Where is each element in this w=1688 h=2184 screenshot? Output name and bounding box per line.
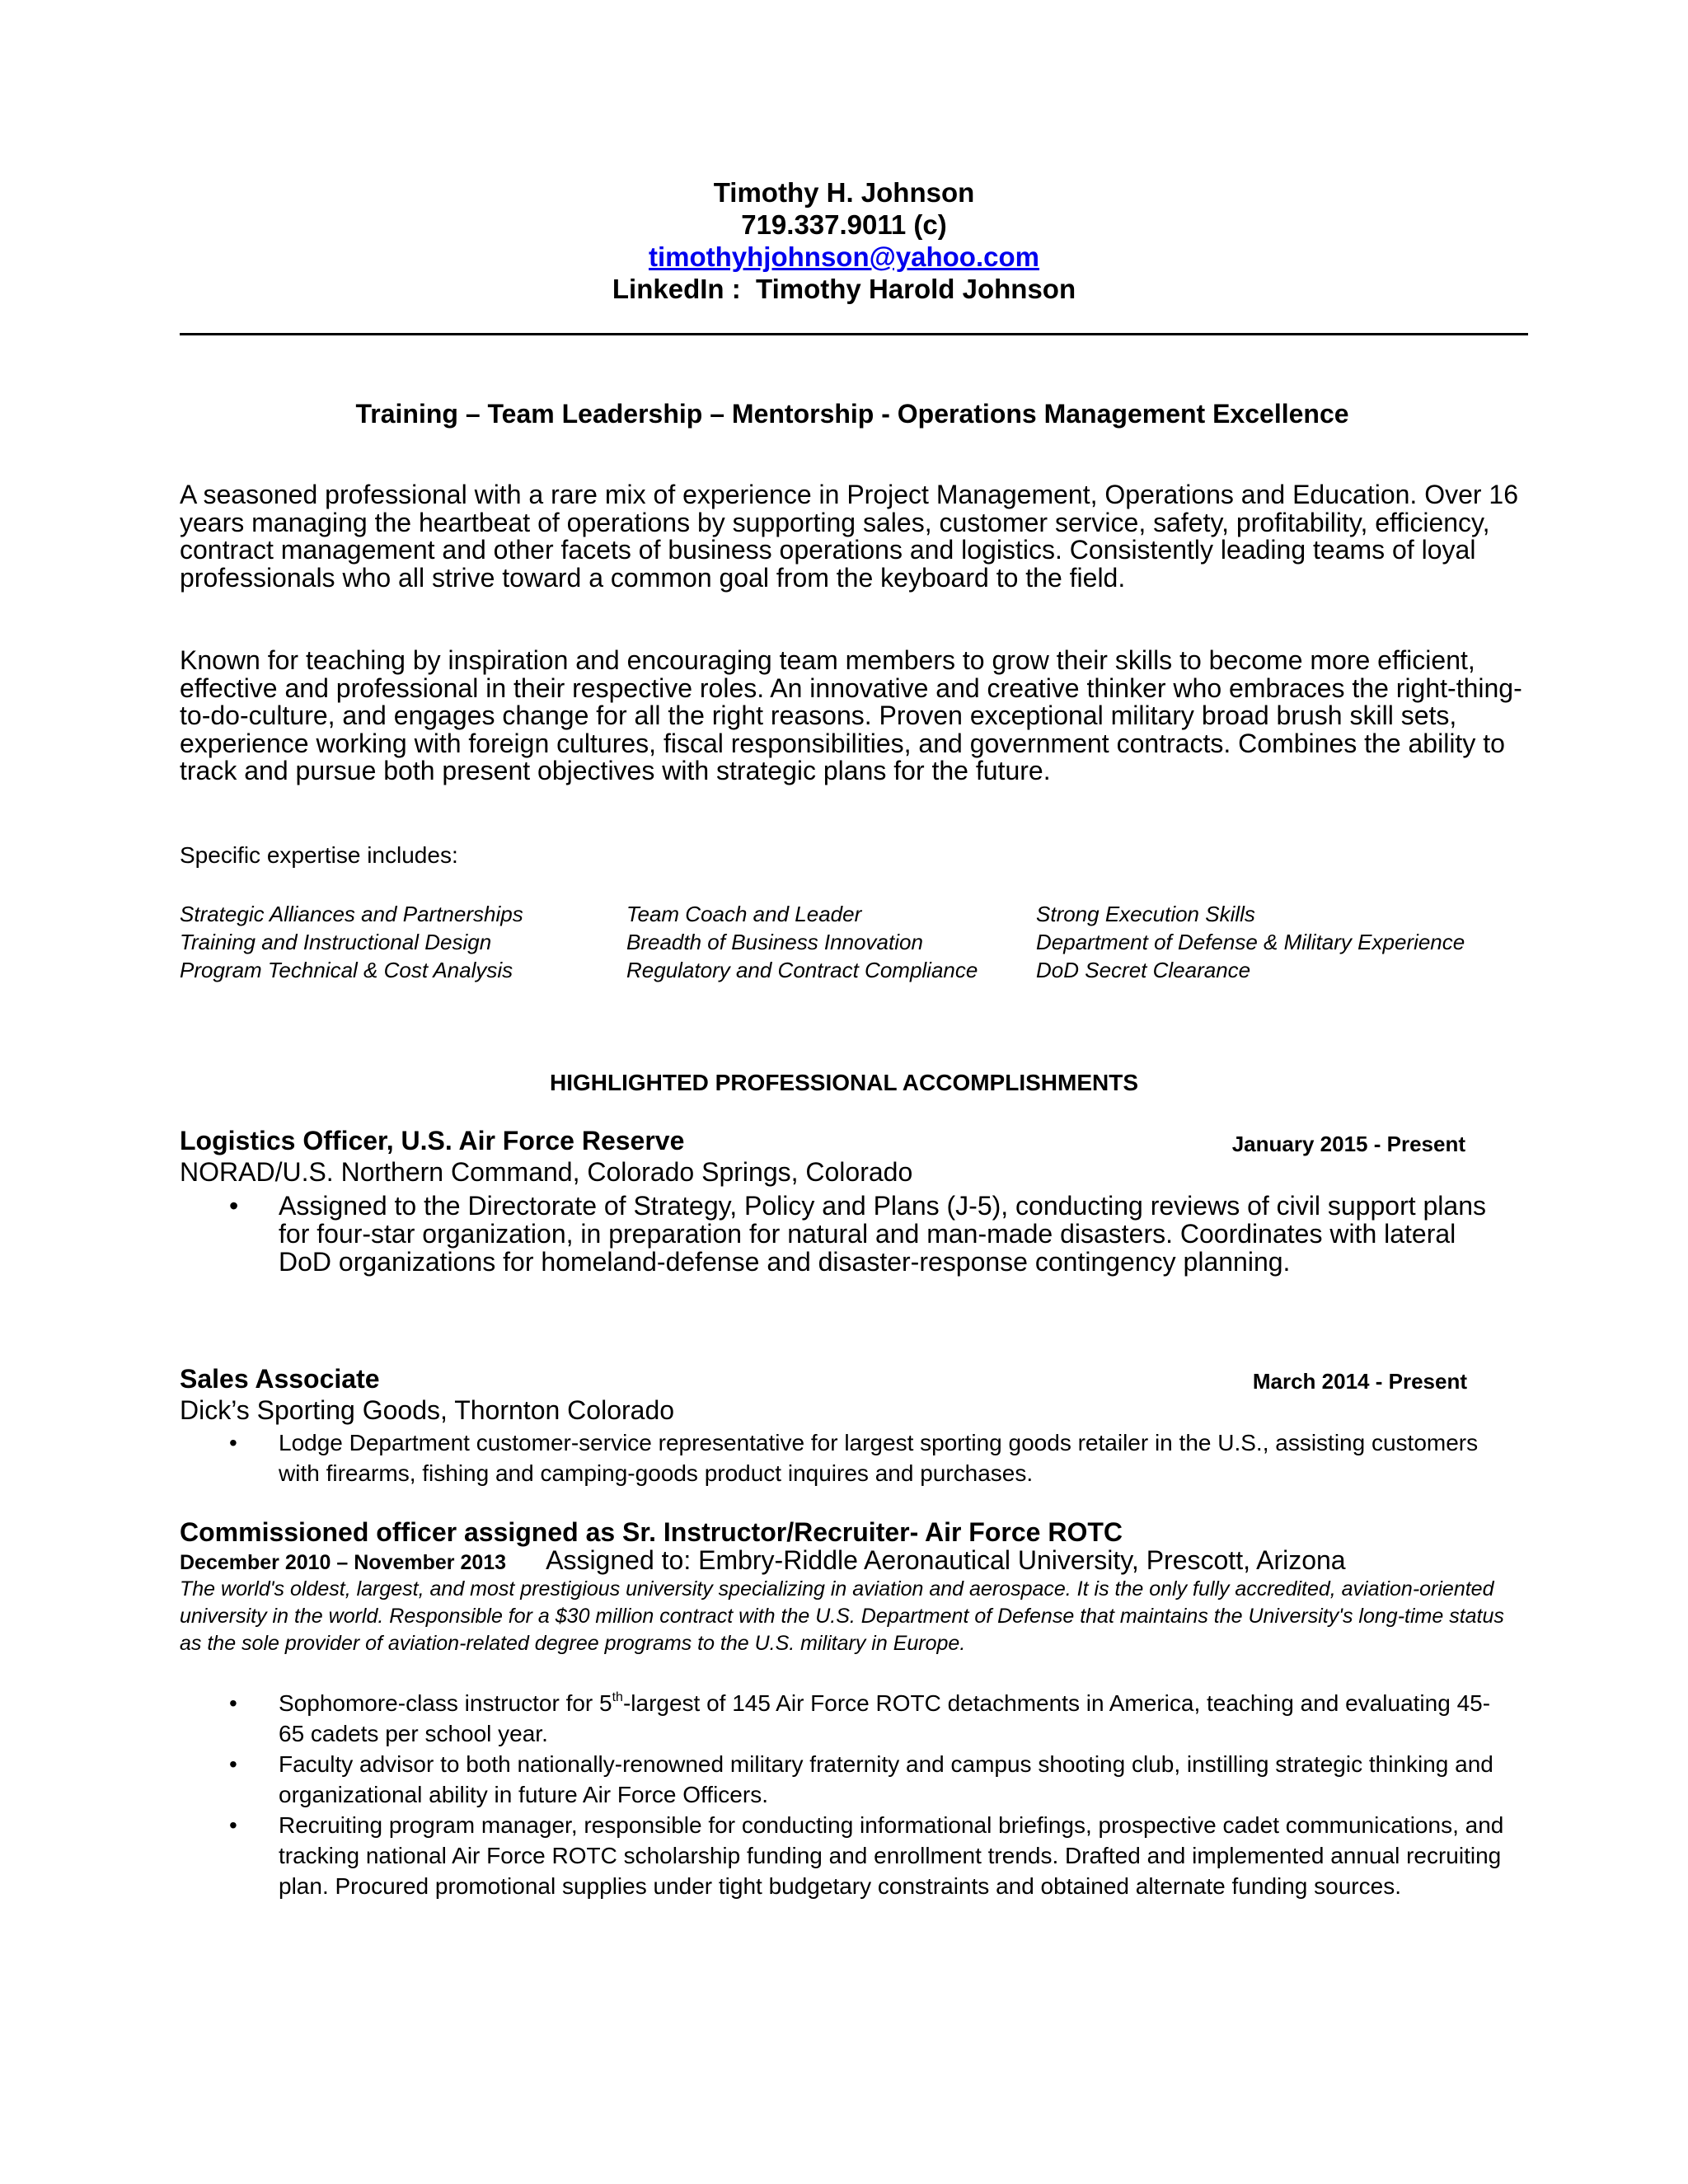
- job2-bullets: [180, 1427, 1515, 1488]
- list-item: • Recruiting program manager, responsible for conducting informational briefings, prospective cadet communications, and tracking national Air Force ROTC scholarship funding and enrollment trends. Drafted and implemented annual recruiting plan. Procured promotional supplies under tight budgetary constraints and obtained alternate funding sources.: [180, 1810, 1515, 1901]
- rotc-university-description: The world's oldest, largest, and most prestigious university specializing in aviation and aerospace. It is the only fully accredited, aviation-oriented university in the world. Responsible for a $30 million contract with the U.S. Department of Defense that maintains the University's long-time status as the sole provider of aviation-related degree programs to the U.S. military in Europe.: [180, 1577, 1504, 1655]
- tagline: Training – Team Leadership – Mentorship - Operations Management Excellence: [355, 399, 1349, 429]
- summary-text-1: A seasoned professional with a rare mix of experience in Project Management, Operations and Education. Over 16 years managing the heartbeat of operations by supporting sales, customer service, safety, profitability, efficiency, contract management and other facets of business operations and logistics. Consistently leading teams of loyal professionals who all strive toward a common goal from the keyboard to the field.: [180, 480, 1519, 593]
- candidate-name: Timothy H. Johnson: [713, 177, 975, 208]
- job-org-norad: NORAD/U.S. Northern Command, Colorado Springs, Colorado: [180, 1157, 913, 1187]
- expertise-item: Training and Instructional Design: [180, 930, 492, 954]
- expertise-item: Department of Defense & Military Experience: [1036, 930, 1465, 954]
- expertise-item: Team Coach and Leader: [626, 902, 862, 926]
- job-title-rotc-instructor: Commissioned officer assigned as Sr. Instructor/Recruiter- Air Force ROTC: [180, 1517, 1123, 1547]
- rotc-assignment: Assigned to: Embry-Riddle Aeronautical University, Prescott, Arizona: [546, 1545, 1346, 1575]
- job-dates-rotc: December 2010 – November 2013: [180, 1551, 507, 1574]
- list-item: • Sophomore-class instructor for 5th-largest of 145 Air Force ROTC detachments in America, teaching and evaluating 45- 65 cadets per school year.: [180, 1688, 1515, 1749]
- job-dates-logistics-officer: January 2015 - Present: [1231, 1132, 1465, 1156]
- list-item: • Assigned to the Directorate of Strategy, Policy and Plans (J-5), conducting reviews of civil support plans for four-star organization, in preparation for natural and man-made disasters. Coordinates with lateral DoD organizations for homeland-defense and disaster-response contingency planning.: [180, 1192, 1515, 1276]
- expertise-column-2: [626, 900, 978, 984]
- job1-bullets: [180, 1192, 1515, 1276]
- linkedin-line: LinkedIn : Timothy Harold Johnson: [612, 274, 1076, 304]
- phone-number: 719.337.9011 (c): [741, 209, 947, 240]
- summary-paragraph-1: [180, 481, 1531, 592]
- job-title-sales-associate: Sales Associate: [180, 1364, 380, 1394]
- summary-text-2: Known for teaching by inspiration and encouraging team members to grow their skills to become more efficient, effective and professional in their respective roles. An innovative and creative thinker who embraces the right-thing-to-do-culture, and engages change for all the right reasons. Proven exceptional military broad brush skill sets, experience working with foreign cultures, fiscal responsibilities, and government contracts. Combines the ability to track and pursue both present objectives with strategic plans for the future.: [180, 645, 1522, 785]
- job3-bullets: [180, 1688, 1515, 1901]
- job-dates-sales-associate: March 2014 - Present: [1252, 1369, 1467, 1394]
- expertise-item: Breadth of Business Innovation: [626, 930, 923, 954]
- summary-paragraph-2: [180, 647, 1531, 785]
- header-divider: [180, 333, 1528, 335]
- job-org-dicks: Dick’s Sporting Goods, Thornton Colorado: [180, 1395, 675, 1425]
- expertise-item: Program Technical & Cost Analysis: [180, 958, 513, 982]
- list-item: • Lodge Department customer-service representative for largest sporting goods retailer in the U.S., assisting customers with firearms, fishing and camping-goods product inquires and purchases.: [180, 1427, 1515, 1488]
- expertise-item: Strong Execution Skills: [1036, 902, 1255, 926]
- expertise-item: Regulatory and Contract Compliance: [626, 958, 978, 982]
- accomplishments-heading: HIGHLIGHTED PROFESSIONAL ACCOMPLISHMENTS: [549, 1070, 1139, 1095]
- rotc-date-assignment-line: [180, 1546, 1346, 1577]
- job-title-logistics-officer: Logistics Officer, U.S. Air Force Reserve: [180, 1126, 685, 1155]
- email-link[interactable]: timothyhjohnson@yahoo.com: [648, 241, 1039, 272]
- contact-header: [0, 176, 1688, 305]
- list-item: • Faculty advisor to both nationally-renowned military fraternity and campus shooting club, instilling strategic thinking and organizational ability in future Air Force Officers.: [180, 1749, 1515, 1810]
- expertise-intro: Specific expertise includes:: [180, 842, 458, 868]
- expertise-item: DoD Secret Clearance: [1036, 958, 1251, 982]
- expertise-column-3: [1036, 900, 1465, 984]
- expertise-column-1: [180, 900, 523, 984]
- ordinal-superscript: th: [612, 1690, 623, 1704]
- expertise-item: Strategic Alliances and Partnerships: [180, 902, 523, 926]
